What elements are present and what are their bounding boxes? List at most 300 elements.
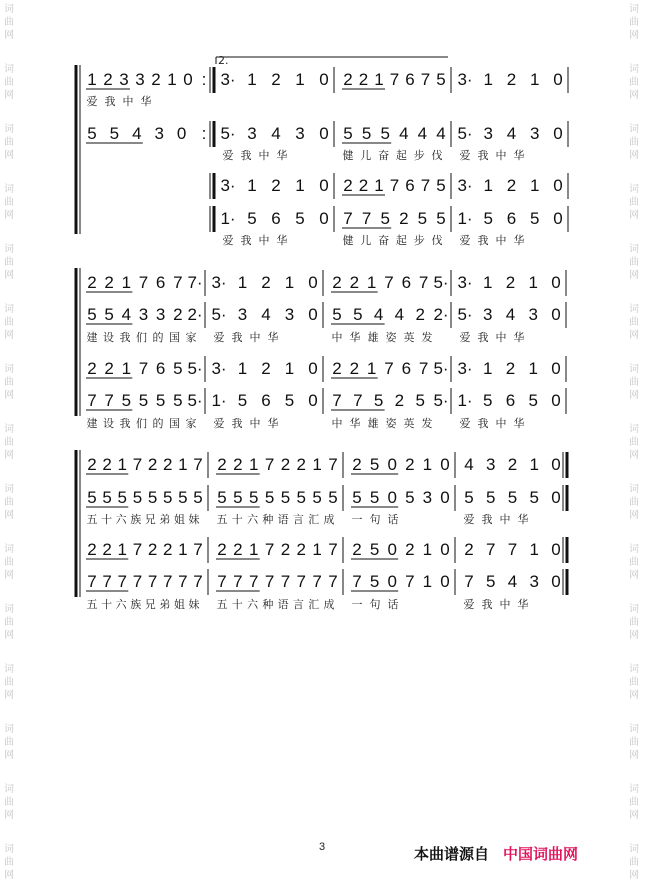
note: 6 xyxy=(405,176,415,195)
note: 6 xyxy=(506,209,517,228)
lyric-char: 伐 xyxy=(431,149,443,162)
lyric-char: 族 xyxy=(130,598,142,611)
note: 7 xyxy=(418,359,429,378)
note: 4 xyxy=(507,572,518,591)
note: 7 xyxy=(117,572,128,591)
note: 5 xyxy=(380,209,390,228)
note: 2 xyxy=(405,540,415,559)
note: 2 xyxy=(87,273,97,292)
note: 1 xyxy=(167,70,177,89)
note: 2 xyxy=(173,305,183,324)
lyric-char: 设 xyxy=(103,331,114,344)
note: 5 xyxy=(369,488,380,507)
lyric-char: 兄 xyxy=(144,513,156,526)
lyric-char: 中 xyxy=(331,417,343,430)
note: 2 xyxy=(506,176,517,195)
watermark-char: 曲 xyxy=(629,557,639,568)
note: 3 xyxy=(135,70,145,89)
note: 7 xyxy=(418,273,429,292)
watermark-char: 网 xyxy=(629,30,639,41)
watermark-char: 曲 xyxy=(4,377,14,388)
watermark-char: 词 xyxy=(4,424,14,435)
lyric-char: 五 xyxy=(86,598,98,611)
note: 7 xyxy=(420,176,431,195)
watermark-char: 曲 xyxy=(629,737,639,748)
note: 5 xyxy=(173,359,183,378)
note: 0 xyxy=(440,572,450,591)
note: 5 xyxy=(109,124,120,143)
lyric-char: 一 xyxy=(351,598,363,611)
note: 5 xyxy=(369,455,380,474)
note: 5 xyxy=(464,488,474,507)
watermark-char: 词 xyxy=(629,484,639,495)
lyric-char: 华 xyxy=(267,417,279,430)
note: 0 xyxy=(553,176,563,195)
watermark-char: 词 xyxy=(629,4,639,15)
note: 5 xyxy=(369,572,380,591)
note: 3 xyxy=(528,305,538,324)
note: 7 xyxy=(233,572,243,591)
note: 0 xyxy=(551,488,561,507)
note: 5 xyxy=(217,488,227,507)
lyric-char: 十 xyxy=(231,513,243,526)
watermark-char: 曲 xyxy=(629,857,639,868)
lyric-char: 话 xyxy=(387,598,399,611)
note: 3· xyxy=(457,273,473,292)
note: 0 xyxy=(551,572,561,591)
note: 5 xyxy=(102,488,112,507)
lyric-char: 中 xyxy=(331,331,343,344)
watermark-char: 曲 xyxy=(4,137,14,148)
watermark-char: 网 xyxy=(4,630,14,641)
note: 2 xyxy=(505,273,516,292)
note: 2 xyxy=(349,273,360,292)
note: 1 xyxy=(248,455,259,474)
note: 5 xyxy=(417,209,428,228)
note: 1 xyxy=(312,455,322,474)
note: 1 xyxy=(483,176,493,195)
note: 3 xyxy=(422,488,433,507)
note: 5 xyxy=(486,572,496,591)
note: 5 xyxy=(328,488,338,507)
note: 7 xyxy=(328,572,338,591)
lyric-char: 十 xyxy=(101,513,113,526)
note: 0 xyxy=(308,273,318,292)
lyric-char: 我 xyxy=(477,331,489,344)
watermark-char: 网 xyxy=(629,690,639,701)
watermark-char: 网 xyxy=(629,570,639,581)
note: 0 xyxy=(551,455,561,474)
lyric-char: 我 xyxy=(119,331,131,344)
watermark-char: 曲 xyxy=(629,497,639,508)
lyric-char: 家 xyxy=(185,417,197,430)
watermark-char: 词 xyxy=(629,784,639,795)
note: 7 xyxy=(352,572,362,591)
note: 7 xyxy=(280,572,291,591)
lyric-char: 中 xyxy=(495,234,507,247)
lyric-char: 姐 xyxy=(173,513,185,526)
lyric-char: 起 xyxy=(395,234,407,247)
note: 2 xyxy=(233,540,243,559)
note: 2 xyxy=(102,455,112,474)
note: 5 xyxy=(353,305,363,324)
note: 1 xyxy=(528,359,538,378)
note: 4 xyxy=(505,305,516,324)
note: 5 xyxy=(147,488,158,507)
lyric-char: 华 xyxy=(349,417,361,430)
lyric-char: 华 xyxy=(276,234,288,247)
watermark-char: 词 xyxy=(4,484,14,495)
note: 3· xyxy=(211,359,227,378)
note: 5 xyxy=(436,70,446,89)
lyric-char: 弟 xyxy=(159,513,171,526)
note: 5 xyxy=(405,488,415,507)
note: 1 xyxy=(422,540,433,559)
note: 6 xyxy=(401,273,412,292)
note: 2 xyxy=(296,540,307,559)
watermark-char: 词 xyxy=(629,424,639,435)
lyric-char: 建 xyxy=(86,331,98,344)
watermark-char: 词 xyxy=(4,544,14,555)
note: 2 xyxy=(104,359,114,378)
lyric-char: 我 xyxy=(240,234,252,247)
lyric-char: 设 xyxy=(103,417,114,430)
lyric-char: 爱 xyxy=(459,149,471,162)
note: 4 xyxy=(121,305,132,324)
note: 7 xyxy=(384,359,394,378)
note: 1 xyxy=(528,273,538,292)
note: 1 xyxy=(178,540,188,559)
note: 2 xyxy=(405,455,415,474)
lyric-char: 国 xyxy=(169,331,180,344)
note: 0 xyxy=(319,70,329,89)
lyric-char: 爱 xyxy=(463,598,475,611)
lyric-char: 发 xyxy=(421,417,433,430)
note: 6 xyxy=(505,391,516,410)
lyric-char: 奋 xyxy=(378,234,390,247)
note: 2 xyxy=(394,391,405,410)
note: 2 xyxy=(271,70,281,89)
note: 7 xyxy=(464,572,474,591)
watermark-char: 网 xyxy=(629,210,639,221)
note: 0 xyxy=(553,209,563,228)
lyric-char: 语 xyxy=(277,598,289,611)
note: 3· xyxy=(457,70,473,89)
lyric-char: 的 xyxy=(152,331,164,344)
note: 0 xyxy=(319,176,329,195)
note: 2 xyxy=(349,359,360,378)
note: 7 xyxy=(193,455,203,474)
note: 0 xyxy=(387,488,397,507)
lyric-char: 爱 xyxy=(222,149,234,162)
watermark-char: 网 xyxy=(4,270,14,281)
note: 2 xyxy=(103,70,113,89)
watermark-char: 网 xyxy=(629,330,639,341)
note: 4 xyxy=(373,305,384,324)
note: 5 xyxy=(529,488,539,507)
note: 7 xyxy=(332,391,342,410)
note: 7 xyxy=(264,540,275,559)
note: 3 xyxy=(247,124,257,143)
note: 4 xyxy=(271,124,281,143)
watermark-char: 网 xyxy=(4,870,14,881)
note: 7 xyxy=(264,455,275,474)
note: 4 xyxy=(417,124,428,143)
lyric-char: 姿 xyxy=(385,331,397,344)
note: 1 xyxy=(312,540,322,559)
note: 6 xyxy=(155,273,166,292)
note: 1 xyxy=(87,70,97,89)
note: 7 xyxy=(312,572,322,591)
lyric-char: 妹 xyxy=(188,513,200,526)
note: 2 xyxy=(151,70,161,89)
note: 2· xyxy=(187,305,203,324)
note: 5 xyxy=(104,305,114,324)
note: 0 xyxy=(308,359,318,378)
lyric-char: 英 xyxy=(403,417,415,430)
lyric-char: 族 xyxy=(130,513,142,526)
lyric-char: 华 xyxy=(513,149,525,162)
watermark-char: 网 xyxy=(4,30,14,41)
note: 1 xyxy=(366,273,377,292)
note: 3 xyxy=(284,305,295,324)
note: 6 xyxy=(261,391,271,410)
lyric-char: 华 xyxy=(513,417,525,430)
note: 5 xyxy=(155,391,166,410)
note: 5 xyxy=(436,176,446,195)
lyric-char: 中 xyxy=(258,234,270,247)
watermark-char: 曲 xyxy=(4,197,14,208)
note: 1 xyxy=(117,455,128,474)
watermark-char: 词 xyxy=(4,604,14,615)
lyric-char: 儿 xyxy=(360,149,372,162)
watermark-char: 网 xyxy=(629,270,639,281)
note: 0 xyxy=(551,305,561,324)
note: 0 xyxy=(308,305,318,324)
note: 7 xyxy=(132,572,143,591)
watermark-char: 词 xyxy=(629,244,639,255)
note: 1· xyxy=(211,391,227,410)
watermark-char: 曲 xyxy=(629,437,639,448)
note: 1 xyxy=(247,70,257,89)
watermark-char: 词 xyxy=(4,4,14,15)
note: 2 xyxy=(162,540,173,559)
watermark-char: 曲 xyxy=(629,377,639,388)
note: 7 xyxy=(217,572,227,591)
note: 7 xyxy=(353,391,363,410)
note: 5 xyxy=(486,488,496,507)
lyric-char: 一 xyxy=(351,513,363,526)
note: 5 xyxy=(193,488,203,507)
lyric-char: 中 xyxy=(249,417,261,430)
note: 0 xyxy=(440,540,450,559)
note: 5 xyxy=(247,209,257,228)
note: 1 xyxy=(530,70,540,89)
note: 2 xyxy=(296,455,307,474)
note: 5 xyxy=(361,124,372,143)
note: 5 xyxy=(483,391,493,410)
note: 7 xyxy=(193,540,203,559)
lyric-char: 步 xyxy=(413,234,425,247)
note: 4 xyxy=(464,455,474,474)
note: 7 xyxy=(104,391,114,410)
note: 5 xyxy=(312,488,322,507)
note: 6 xyxy=(271,209,281,228)
note: 3· xyxy=(457,359,473,378)
note: 5 xyxy=(530,209,540,228)
lyric-char: 爱 xyxy=(86,95,98,108)
watermark-char: 词 xyxy=(629,64,639,75)
lyric-char: 中 xyxy=(495,331,507,344)
note: 1 xyxy=(422,572,433,591)
note: 3 xyxy=(154,124,164,143)
note: 7 xyxy=(178,572,188,591)
note: 2 xyxy=(87,359,97,378)
page-number: 3 xyxy=(318,841,326,853)
note: 5 xyxy=(117,488,128,507)
note: 5 xyxy=(332,305,342,324)
lyric-char: 六 xyxy=(115,598,127,611)
watermark-char: 曲 xyxy=(4,557,14,568)
note: 1 xyxy=(295,70,305,89)
note: 2 xyxy=(217,455,227,474)
lyric-char: 们 xyxy=(136,417,147,430)
note: 0 xyxy=(440,455,450,474)
note: 7 xyxy=(328,540,338,559)
credit-prefix: 本曲谱源自 xyxy=(414,845,490,863)
note: 1 xyxy=(284,273,295,292)
note: 5 xyxy=(121,391,132,410)
note: 7 xyxy=(389,70,400,89)
note: 1 xyxy=(530,176,540,195)
note: 7 xyxy=(328,455,338,474)
note: 5 xyxy=(87,124,97,143)
note: 1 xyxy=(237,273,248,292)
note: 1 xyxy=(121,273,132,292)
lyric-char: 爱 xyxy=(459,331,471,344)
watermark-char: 曲 xyxy=(629,77,639,88)
note: 5 xyxy=(483,209,493,228)
note: 1 xyxy=(529,455,539,474)
watermark-char: 曲 xyxy=(4,497,14,508)
note: 7 xyxy=(87,391,97,410)
note: 1 xyxy=(247,176,257,195)
lyric-char: 姐 xyxy=(173,598,185,611)
note: 3 xyxy=(155,305,166,324)
note: 7· xyxy=(187,273,203,292)
lyric-char: 五 xyxy=(216,513,228,526)
note: 5 xyxy=(138,391,149,410)
note: 1 xyxy=(295,176,305,195)
note: 5· xyxy=(433,391,449,410)
note: 2 xyxy=(271,176,281,195)
watermark-char: 曲 xyxy=(629,797,639,808)
lyric-char: 雄 xyxy=(367,331,379,344)
note: 0 xyxy=(387,572,397,591)
lyric-char: 我 xyxy=(231,417,243,430)
note: 2 xyxy=(352,540,362,559)
lyric-char: 华 xyxy=(513,234,525,247)
note: 1 xyxy=(483,273,493,292)
lyric-char: 爱 xyxy=(222,234,234,247)
lyric-char: 我 xyxy=(477,417,489,430)
watermark-char: 网 xyxy=(4,390,14,401)
lyric-char: 句 xyxy=(369,513,381,526)
note: 3 xyxy=(295,124,305,143)
watermark-char: 词 xyxy=(629,604,639,615)
note: 7 xyxy=(384,273,394,292)
watermark-char: 网 xyxy=(4,810,14,821)
lyric-char: 十 xyxy=(231,598,243,611)
lyric-char: 华 xyxy=(349,331,361,344)
note: 2 xyxy=(505,359,516,378)
lyric-char: 种 xyxy=(262,513,274,526)
note: 5 xyxy=(87,305,97,324)
watermark-char: 网 xyxy=(629,810,639,821)
note: 7 xyxy=(486,540,496,559)
note: 2 xyxy=(233,455,243,474)
note: 5 xyxy=(264,488,275,507)
lyric-char: 爱 xyxy=(459,234,471,247)
note: 7 xyxy=(193,572,203,591)
watermark-char: 网 xyxy=(4,450,14,461)
note: 0 xyxy=(553,70,563,89)
note: 7 xyxy=(343,209,353,228)
note: 5 xyxy=(343,124,353,143)
lyric-char: 爱 xyxy=(463,513,475,526)
note: 5 xyxy=(436,209,446,228)
lyric-char: 成 xyxy=(323,598,335,611)
source-credit xyxy=(414,843,578,864)
note: 7 xyxy=(162,572,173,591)
watermark-char: 词 xyxy=(4,124,14,135)
note: 1 xyxy=(117,540,128,559)
lyric-char: 国 xyxy=(169,417,180,430)
watermark-char: 网 xyxy=(629,450,639,461)
lyric-char: 我 xyxy=(481,598,493,611)
note: 5 xyxy=(415,391,425,410)
lyric-char: 种 xyxy=(262,598,274,611)
lyric-char: 们 xyxy=(136,331,147,344)
note: 5· xyxy=(220,124,236,143)
note: 3 xyxy=(119,70,129,89)
watermark-char: 曲 xyxy=(4,317,14,328)
note: : xyxy=(201,70,207,89)
note: : xyxy=(201,124,207,143)
lyric-char: 弟 xyxy=(159,598,171,611)
lyric-char: 华 xyxy=(140,95,152,108)
note: 1 xyxy=(483,359,493,378)
watermark-char: 曲 xyxy=(629,197,639,208)
lyric-char: 我 xyxy=(231,331,243,344)
note: 2 xyxy=(343,176,353,195)
lyric-char: 的 xyxy=(152,417,164,430)
note: 1 xyxy=(529,540,539,559)
volta-number: 2. xyxy=(218,54,229,67)
note: 1 xyxy=(237,359,248,378)
lyric-char: 中 xyxy=(258,149,270,162)
note: 4 xyxy=(261,305,271,324)
lyric-char: 起 xyxy=(395,149,407,162)
watermark-char: 网 xyxy=(629,870,639,881)
note: 5 xyxy=(237,391,248,410)
note: 1 xyxy=(284,359,295,378)
note: 7 xyxy=(361,209,372,228)
watermark-char: 曲 xyxy=(629,17,639,28)
watermark-char: 网 xyxy=(629,390,639,401)
watermark-char: 词 xyxy=(4,664,14,675)
note: 7 xyxy=(132,540,143,559)
